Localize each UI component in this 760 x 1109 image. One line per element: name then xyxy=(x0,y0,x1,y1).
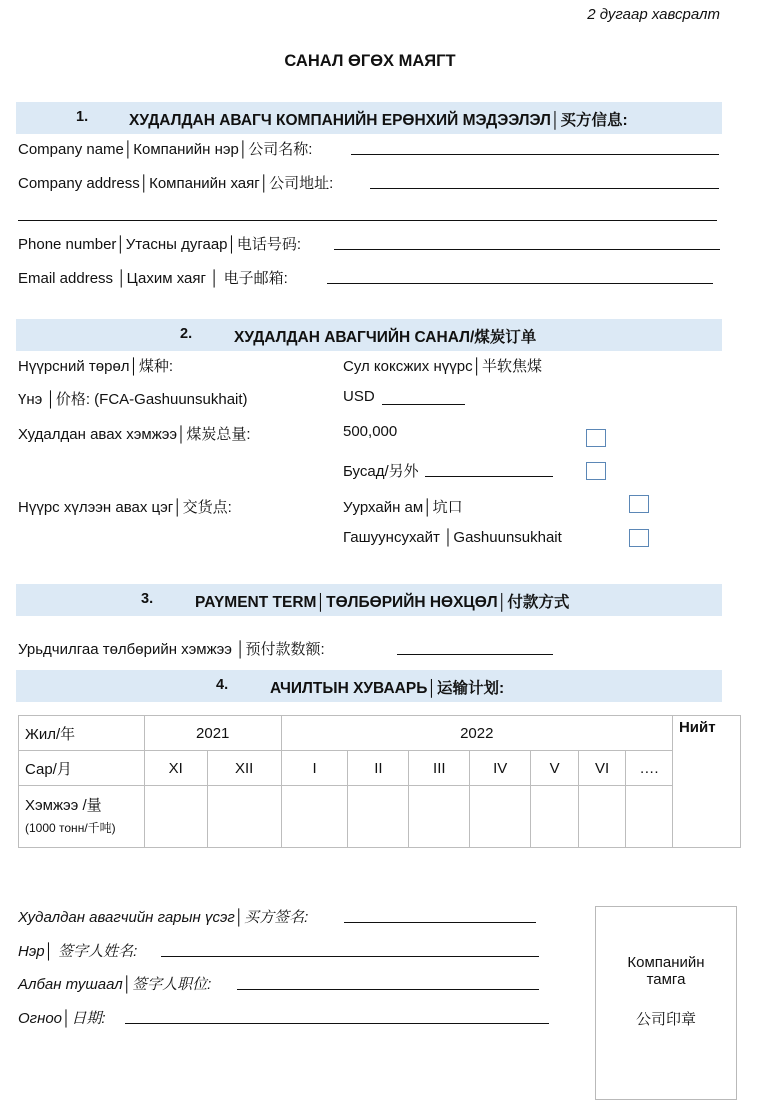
stamp-line-1: Компанийн xyxy=(627,954,705,971)
quantity-row-title: Хэмжээ /量 xyxy=(25,796,102,814)
date-label: Огноо│日期: xyxy=(18,1010,106,1027)
company-address-label: Company address│Компанийн хаяг│公司地址: xyxy=(18,175,334,192)
quantity-cell-xi[interactable] xyxy=(144,786,207,848)
section-3-number: 3. xyxy=(141,591,154,607)
year-2021: 2021 xyxy=(144,716,281,751)
month-vi: VI xyxy=(579,751,626,786)
quantity-other-checkbox[interactable] xyxy=(586,462,606,480)
form-title: САНАЛ ӨГӨХ МАЯГТ xyxy=(284,52,456,70)
section-2-header xyxy=(16,319,722,351)
quantity-cell-ii[interactable] xyxy=(348,786,409,848)
price-currency: USD xyxy=(343,388,375,405)
month-ii: II xyxy=(348,751,409,786)
prepayment-label: Урьдчилгаа төлбөрийн хэмжээ │预付款数额: xyxy=(18,641,325,658)
company-address-input-line-2[interactable] xyxy=(18,220,717,221)
month-xii: XII xyxy=(207,751,281,786)
quantity-cell-iii[interactable] xyxy=(409,786,470,848)
month-v: V xyxy=(531,751,579,786)
section-2-number: 2. xyxy=(180,326,193,342)
quantity-500000-checkbox[interactable] xyxy=(586,429,606,447)
section-1-number: 1. xyxy=(76,109,89,125)
table-row-months xyxy=(19,751,741,786)
shipment-schedule-table xyxy=(18,715,741,848)
company-name-label: Company name│Компанийн нэр│公司名称: xyxy=(18,141,313,158)
coal-type-value: Сул коксжих нүүрс│半软焦煤 xyxy=(343,358,542,375)
quantity-other-input-line[interactable] xyxy=(425,476,553,477)
total-column xyxy=(672,716,740,848)
table-row-quantity xyxy=(19,786,741,848)
month-xi: XI xyxy=(144,751,207,786)
section-4-number: 4. xyxy=(216,677,229,693)
buyer-signature-label: Худалдан авагчийн гарын үсэг│买方签名: xyxy=(18,909,309,926)
quantity-cell-xii[interactable] xyxy=(207,786,281,848)
section-4-title: АЧИЛТЫН ХУВААРЬ│运输计划: xyxy=(270,680,505,697)
phone-input-line[interactable] xyxy=(334,249,720,250)
section-4-header xyxy=(16,670,722,702)
delivery-point-label: Нүүрс хүлээн авах цэг│交货点: xyxy=(18,499,232,516)
section-2-title: ХУДАЛДАН АВАГЧИЙН САНАЛ/煤炭订单 xyxy=(234,329,537,346)
quantity-cell-vi[interactable] xyxy=(579,786,626,848)
quantity-cell-iv[interactable] xyxy=(470,786,531,848)
signer-name-label: Нэр│ 签字人姓名: xyxy=(18,943,138,960)
prepayment-input-line[interactable] xyxy=(397,654,553,655)
company-stamp-box[interactable] xyxy=(595,906,737,1100)
month-iv: IV xyxy=(470,751,531,786)
year-2022: 2022 xyxy=(281,716,672,751)
quantity-cell-more[interactable] xyxy=(626,786,673,848)
quantity-cell-v[interactable] xyxy=(531,786,579,848)
price-input-line[interactable] xyxy=(382,404,465,405)
email-label: Email address │Цахим хаяг │ 电子邮箱: xyxy=(18,270,288,287)
phone-label: Phone number│Утасны дугаар│电话号码: xyxy=(18,236,302,253)
table-row-years xyxy=(19,716,741,751)
section-1-title: ХУДАЛДАН АВАГЧ КОМПАНИЙН ЕРӨНХИЙ МЭДЭЭЛЭЛ│买方信息: xyxy=(129,112,628,129)
signer-name-line[interactable] xyxy=(161,956,539,957)
quantity-row-unit: (1000 тонн/千吨) xyxy=(25,821,116,836)
section-3-title: PAYMENT TERM│ТӨЛБӨРИЙН НӨХЦӨЛ│付款方式 xyxy=(195,594,570,611)
signer-position-line[interactable] xyxy=(237,989,539,990)
month-ellipsis: …. xyxy=(626,751,673,786)
quantity-other-label: Бусад/另外 xyxy=(343,463,419,480)
month-i: I xyxy=(281,751,348,786)
month-label: Сар/月 xyxy=(19,751,145,786)
delivery-option-gashuunsukhait: Гашуунсухайт │Gashuunsukhait xyxy=(343,529,562,546)
quantity-row-label xyxy=(19,786,145,848)
company-name-input-line[interactable] xyxy=(351,154,719,155)
total-label: Нийт xyxy=(678,719,716,736)
delivery-gashuunsukhait-checkbox[interactable] xyxy=(629,529,649,547)
month-iii: III xyxy=(409,751,470,786)
section-1-header xyxy=(16,102,722,134)
date-line[interactable] xyxy=(125,1023,549,1024)
price-label: Үнэ │价格: (FCA-Gashuunsukhait) xyxy=(18,391,248,408)
quantity-label: Худалдан авах хэмжээ│煤炭总量: xyxy=(18,426,251,443)
appendix-label: 2 дугаар хавсралт xyxy=(587,6,720,23)
coal-type-label: Нүүрсний төрөл│煤种: xyxy=(18,358,174,375)
buyer-signature-line[interactable] xyxy=(344,922,536,923)
quantity-option-500000: 500,000 xyxy=(343,423,398,440)
delivery-option-mine-mouth: Уурхайн ам│坑口 xyxy=(343,499,463,516)
quantity-cell-i[interactable] xyxy=(281,786,348,848)
delivery-mine-mouth-checkbox[interactable] xyxy=(629,495,649,513)
year-label: Жил/年 xyxy=(19,716,145,751)
company-address-input-line[interactable] xyxy=(370,188,719,189)
stamp-line-3: 公司印章 xyxy=(635,1011,696,1028)
email-input-line[interactable] xyxy=(327,283,713,284)
signer-position-label: Албан тушаал│签字人职位: xyxy=(18,976,212,993)
stamp-line-2: тамга xyxy=(646,971,686,988)
section-3-header xyxy=(16,584,722,616)
